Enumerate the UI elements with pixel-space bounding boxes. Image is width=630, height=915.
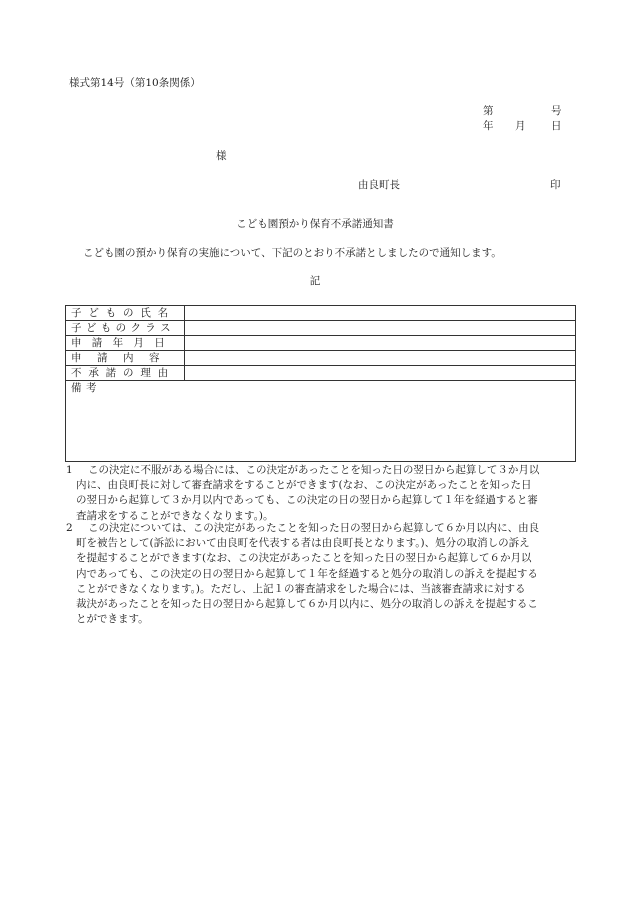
note-line: とができます。: [76, 613, 149, 626]
date-day-label: 日: [551, 120, 562, 132]
note-number: 2: [66, 522, 73, 534]
table-row-label-text: [71, 306, 175, 320]
issuer-name: 由良町長: [358, 179, 400, 191]
label-char: 日: [154, 337, 165, 349]
label-char: 申: [71, 337, 82, 349]
label-char: も: [105, 307, 117, 319]
table-row-value-field[interactable]: [185, 351, 576, 366]
label-char: 諾: [105, 367, 117, 379]
label-char: 考: [86, 382, 97, 394]
label-char: 由: [157, 367, 169, 379]
remarks-row: [66, 381, 576, 462]
document-title: こども園預かり保育不承諾通知書: [236, 218, 394, 230]
remarks-label: [71, 381, 101, 395]
table-row-value-field[interactable]: [185, 336, 576, 351]
label-char: 子: [71, 307, 82, 319]
remarks-field[interactable]: [66, 381, 576, 462]
table-row-label-text: [71, 366, 175, 380]
seal-mark: 印: [550, 179, 561, 191]
label-char: の: [122, 367, 134, 379]
label-char: 氏: [140, 307, 151, 319]
note-line: この決定については、この決定があったことを知った日の翌日から起算して６か月以内に、由良: [88, 522, 540, 534]
note-line: この決定に不服がある場合には、この決定があったことを知った日の翌日から起算して３か月以: [88, 464, 540, 476]
label-char: 子: [71, 322, 82, 334]
table-row-label: [66, 336, 185, 351]
note-number: 1: [66, 464, 73, 476]
date-month-label: 月: [515, 120, 526, 132]
table-row-label: [66, 366, 185, 381]
label-char: 承: [88, 367, 99, 379]
table-row: [66, 336, 576, 351]
label-char: ど: [88, 307, 99, 319]
label-char: ど: [85, 322, 97, 334]
table-row: [66, 306, 576, 321]
label-char: 申: [71, 352, 82, 364]
table-row: [66, 351, 576, 366]
table-row: [66, 321, 576, 336]
form-number-label: 様式第14号（第10条関係）: [69, 77, 201, 89]
label-char: の: [115, 322, 127, 334]
table-row-label-text: [71, 336, 175, 350]
label-char: 理: [140, 367, 151, 379]
note-2: [66, 521, 578, 627]
note-line: 裁決があったことを知った日の翌日から起算して６か月以内に、処分の取消しの訴えを提起するこ: [76, 598, 538, 611]
table-row-label: [66, 306, 185, 321]
label-char: ク: [130, 322, 141, 334]
note-1: [66, 463, 578, 524]
table-row-value-field[interactable]: [185, 306, 576, 321]
label-char: の: [122, 307, 134, 319]
label-char: 備: [71, 382, 82, 394]
document-number-suffix: 号: [551, 105, 562, 117]
table-row-value-field[interactable]: [185, 366, 576, 381]
note-line: 査請求をすることができなくなります。)。: [76, 509, 274, 522]
label-char: ラ: [145, 322, 156, 334]
label-char: 内: [123, 352, 134, 364]
note-line: の翌日から起算して３か月以内であっても、この決定の日の翌日から起算して１年を経過すると審: [76, 494, 538, 507]
note-line: を提起することができます(なお、この決定があったことを知った日の翌日から起算して６か月以: [76, 552, 532, 565]
label-char: 請: [97, 352, 108, 364]
note-line: 内に、由良町長に対して審査請求をすることができます(なお、この決定があったことを知った日: [76, 479, 532, 492]
label-char: 名: [157, 307, 169, 319]
document-number-prefix: 第: [483, 105, 494, 117]
recipient-honorific: 様: [216, 150, 227, 162]
label-char: 年: [112, 337, 124, 349]
label-char: も: [100, 322, 112, 334]
note-line: 内であっても、この決定の日の翌日から起算して１年を経過すると処分の取消しの訴えを提起する: [76, 567, 538, 580]
date-year-label: 年: [483, 120, 494, 132]
table-row-label: [66, 321, 185, 336]
note-line: 町を被告として(訴訟において由良町を代表する者は由良町長となります。)、処分の取消しの訴え: [76, 537, 530, 550]
table-row-label: [66, 351, 185, 366]
label-char: 月: [133, 337, 144, 349]
label-char: 容: [149, 352, 160, 364]
table-row-label-text: [71, 351, 175, 365]
label-char: 不: [71, 367, 82, 379]
label-char: ス: [160, 322, 171, 334]
table-row-label-text: [71, 321, 175, 335]
label-char: 請: [91, 337, 103, 349]
info-table: [65, 305, 576, 462]
note-line: ことができなくなります。)。ただし、上記１の審査請求をした場合には、当該審査請求に対する: [76, 582, 526, 595]
intro-text: こども園の預かり保育の実施について、下記のとおり不承諾としましたので通知します。: [83, 247, 502, 259]
table-row: [66, 366, 576, 381]
table-row-value-field[interactable]: [185, 321, 576, 336]
ki-heading: 記: [309, 275, 321, 287]
